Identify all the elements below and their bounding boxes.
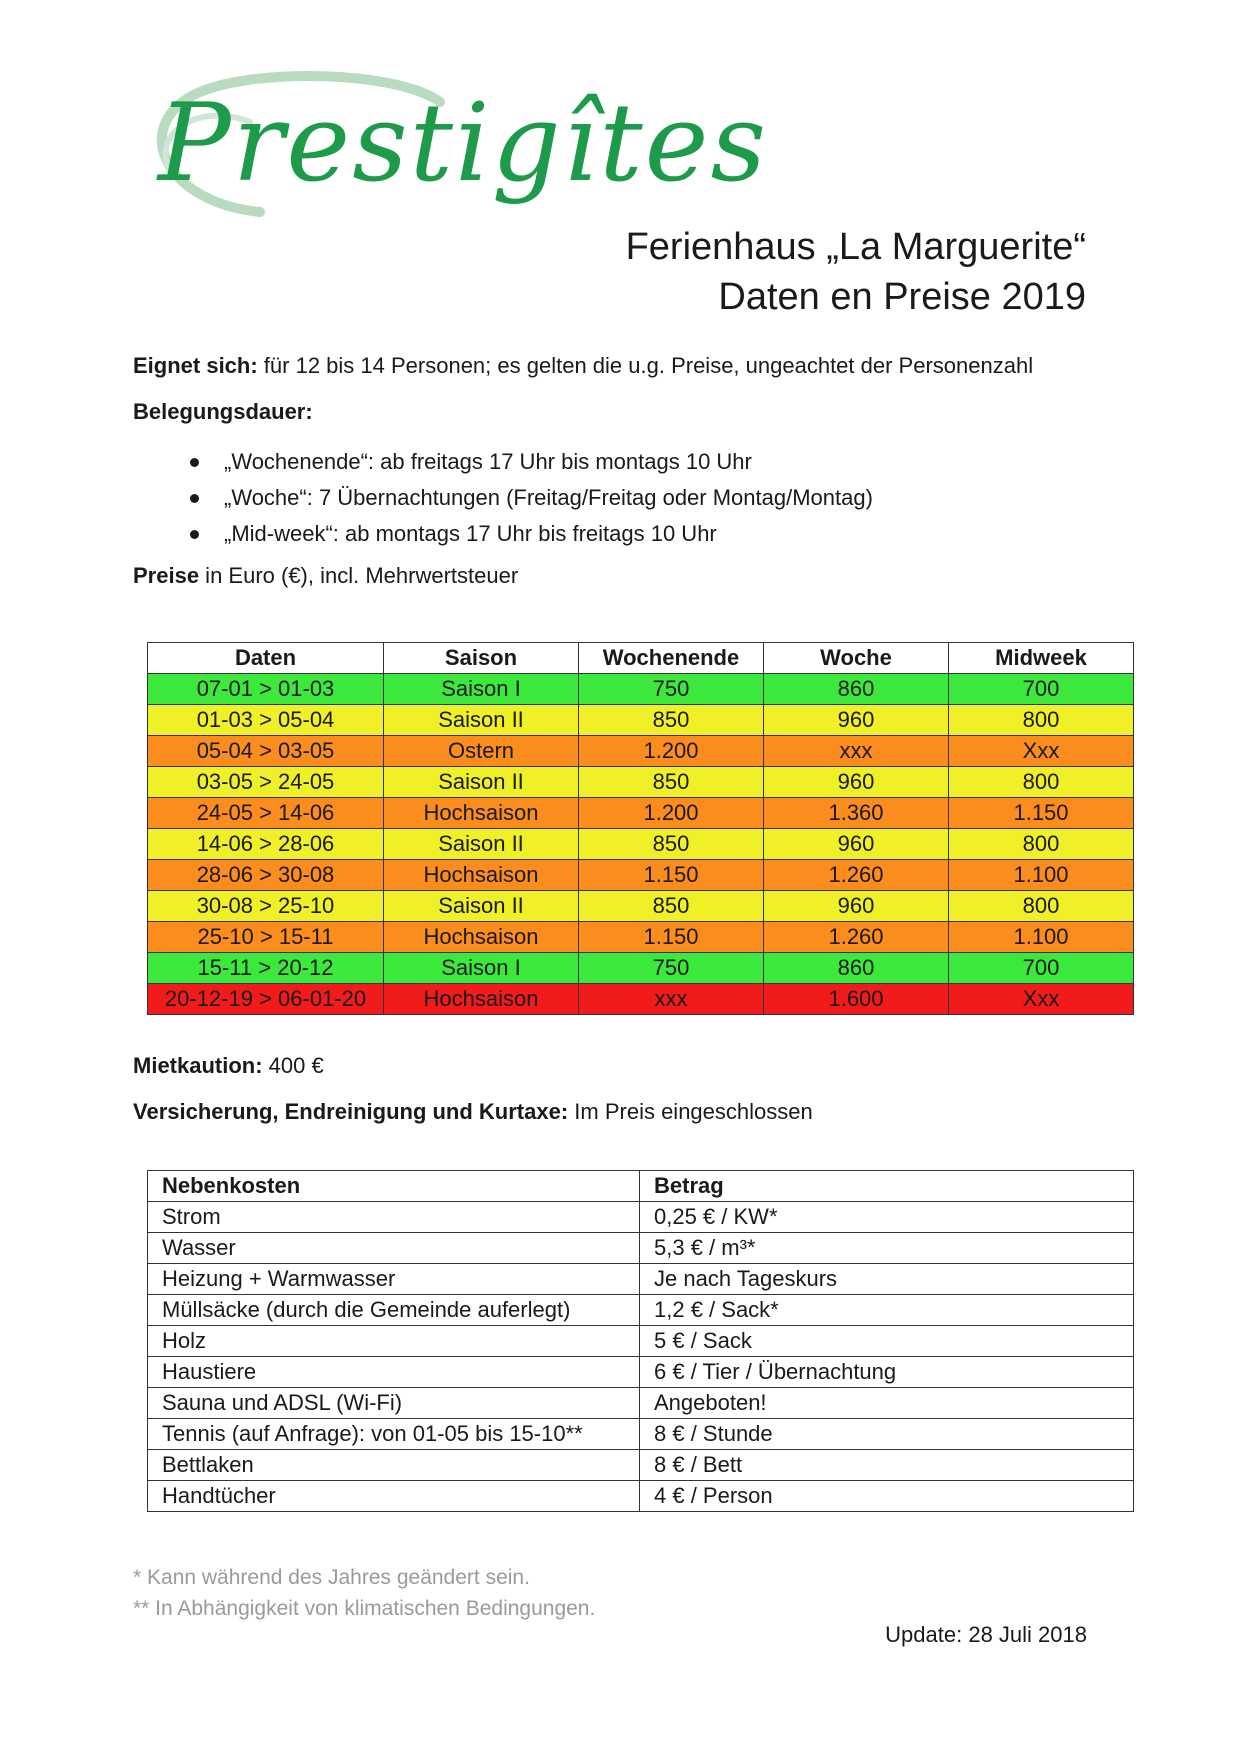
cell-daten: 25-10 > 15-11 [148,922,384,953]
cell-daten: 30-08 > 25-10 [148,891,384,922]
cell-woche: 960 [764,767,949,798]
table-row [148,705,1134,736]
list-item [190,444,873,480]
cell-wochenende: 850 [579,891,764,922]
cell-saison: Saison II [384,891,579,922]
cell-woche: 1.260 [764,860,949,891]
table-row [148,798,1134,829]
preise-label: Preise [133,563,200,588]
cell-saison: Saison II [384,767,579,798]
cell-woche: 960 [764,891,949,922]
title-line-1: Ferienhaus „La Marguerite“ [625,226,1086,268]
cell-daten: 01-03 > 05-04 [148,705,384,736]
cell-wochenende: 1.200 [579,798,764,829]
cell-betrag: 4 € / Person [640,1481,1134,1512]
cell-wochenende: 850 [579,705,764,736]
cell-woche: 960 [764,829,949,860]
cell-saison: Hochsaison [384,922,579,953]
cell-saison: Saison II [384,705,579,736]
table-row [148,1295,1134,1326]
list-item [190,480,873,516]
footnote-1: * Kann während des Jahres geändert sein. [133,1566,530,1589]
footnote-2: ** In Abhängigkeit von klimatischen Bedingungen. [133,1597,596,1620]
bullet-icon [190,494,199,503]
cell-woche: 1.360 [764,798,949,829]
cell-daten: 24-05 > 14-06 [148,798,384,829]
cell-betrag: Angeboten! [640,1388,1134,1419]
title-line-2: Daten en Preise 2019 [718,276,1086,318]
cell-midweek: 700 [949,674,1134,705]
cell-saison: Ostern [384,736,579,767]
cell-midweek: Xxx [949,984,1134,1015]
eignet-paragraph [133,352,1033,380]
list-item [190,516,873,552]
belegung-list [190,444,873,552]
cell-nebenkosten: Holz [148,1326,640,1357]
table-row [148,922,1134,953]
table-row [148,1450,1134,1481]
cell-wochenende: 1.200 [579,736,764,767]
cell-midweek: 1.100 [949,860,1134,891]
cell-nebenkosten: Haustiere [148,1357,640,1388]
bullet-icon [190,530,199,539]
header-daten: Daten [148,643,384,674]
cell-woche: 860 [764,674,949,705]
table-row [148,829,1134,860]
list-item-text: „Wochenende“: ab freitags 17 Uhr bis montags 10 Uhr [224,449,752,474]
cell-betrag: 6 € / Tier / Übernachtung [640,1357,1134,1388]
costs-table-body [148,1202,1134,1512]
header-saison: Saison [384,643,579,674]
versicherung-label: Versicherung, Endreinigung und Kurtaxe: [133,1099,569,1124]
cell-wochenende: 850 [579,829,764,860]
cell-daten: 14-06 > 28-06 [148,829,384,860]
table-row [148,1202,1134,1233]
update-date: Update: 28 Juli 2018 [885,1622,1087,1647]
cell-woche: 1.260 [764,922,949,953]
cell-daten: 07-01 > 01-03 [148,674,384,705]
belegung-label: Belegungsdauer: [133,399,313,424]
cell-midweek: 1.150 [949,798,1134,829]
header-wochenende: Wochenende [579,643,764,674]
cell-nebenkosten: Tennis (auf Anfrage): von 01-05 bis 15-10** [148,1419,640,1450]
cell-midweek: 800 [949,891,1134,922]
cell-betrag: 0,25 € / KW* [640,1202,1134,1233]
table-row [148,1233,1134,1264]
table-row [148,984,1134,1015]
price-table-body [148,674,1134,1015]
preise-paragraph [133,562,518,590]
cell-daten: 15-11 > 20-12 [148,953,384,984]
cell-nebenkosten: Wasser [148,1233,640,1264]
cell-nebenkosten: Bettlaken [148,1450,640,1481]
kaution-text: 400 € [262,1053,324,1078]
preise-text: in Euro (€), incl. Mehrwertsteuer [199,563,519,588]
cell-midweek: 800 [949,829,1134,860]
cell-betrag: Je nach Tageskurs [640,1264,1134,1295]
cell-betrag: 8 € / Stunde [640,1419,1134,1450]
cell-saison: Hochsaison [384,860,579,891]
cell-midweek: Xxx [949,736,1134,767]
table-row [148,1357,1134,1388]
eignet-label: Eignet sich: [133,353,258,378]
table-row [148,860,1134,891]
cell-woche: 860 [764,953,949,984]
cell-betrag: 5 € / Sack [640,1326,1134,1357]
costs-table [147,1170,1134,1512]
price-table [147,642,1134,1015]
header-betrag: Betrag [640,1171,1134,1202]
cell-wochenende: 750 [579,953,764,984]
cell-nebenkosten: Sauna und ADSL (Wi-Fi) [148,1388,640,1419]
cell-wochenende: xxx [579,984,764,1015]
cell-wochenende: 850 [579,767,764,798]
cell-woche: xxx [764,736,949,767]
costs-table-header [148,1171,1134,1202]
cell-saison: Saison I [384,953,579,984]
cell-saison: Hochsaison [384,984,579,1015]
cell-wochenende: 1.150 [579,860,764,891]
cell-nebenkosten: Handtücher [148,1481,640,1512]
list-item-text: „Mid-week“: ab montags 17 Uhr bis freitags 10 Uhr [224,521,717,546]
versicherung-paragraph [133,1098,813,1126]
table-row [148,1419,1134,1450]
eignet-text: für 12 bis 14 Personen; es gelten die u.g. Preise, ungeachtet der Personenzahl [257,353,1034,378]
cell-saison: Hochsaison [384,798,579,829]
cell-midweek: 700 [949,953,1134,984]
table-row [148,891,1134,922]
cell-betrag: 1,2 € / Sack* [640,1295,1134,1326]
cell-midweek: 1.100 [949,922,1134,953]
list-item-text: „Woche“: 7 Übernachtungen (Freitag/Freitag oder Montag/Montag) [224,485,873,510]
table-row [148,1481,1134,1512]
cell-midweek: 800 [949,705,1134,736]
cell-daten: 28-06 > 30-08 [148,860,384,891]
table-row [148,953,1134,984]
table-row [148,767,1134,798]
cell-woche: 1.600 [764,984,949,1015]
document-title [626,222,1086,322]
price-table-header [148,643,1134,674]
header-midweek: Midweek [949,643,1134,674]
header-woche: Woche [764,643,949,674]
logo-text: Prestigîtes [158,81,768,206]
cell-nebenkosten: Müllsäcke (durch die Gemeinde auferlegt) [148,1295,640,1326]
table-row [148,674,1134,705]
cell-woche: 960 [764,705,949,736]
prestigites-logo [140,62,768,252]
cell-saison: Saison I [384,674,579,705]
kaution-label: Mietkaution: [133,1053,263,1078]
cell-nebenkosten: Strom [148,1202,640,1233]
table-row [148,1264,1134,1295]
cell-wochenende: 750 [579,674,764,705]
header-nebenkosten: Nebenkosten [148,1171,640,1202]
cell-saison: Saison II [384,829,579,860]
cell-nebenkosten: Heizung + Warmwasser [148,1264,640,1295]
cell-betrag: 5,3 € / m³* [640,1233,1134,1264]
cell-wochenende: 1.150 [579,922,764,953]
table-row [148,1388,1134,1419]
table-row [148,736,1134,767]
cell-daten: 03-05 > 24-05 [148,767,384,798]
cell-daten: 05-04 > 03-05 [148,736,384,767]
versicherung-text: Im Preis eingeschlossen [568,1099,813,1124]
bullet-icon [190,458,199,467]
cell-daten: 20-12-19 > 06-01-20 [148,984,384,1015]
cell-midweek: 800 [949,767,1134,798]
cell-betrag: 8 € / Bett [640,1450,1134,1481]
table-row [148,1326,1134,1357]
kaution-paragraph [133,1052,324,1080]
belegung-heading [133,398,313,426]
